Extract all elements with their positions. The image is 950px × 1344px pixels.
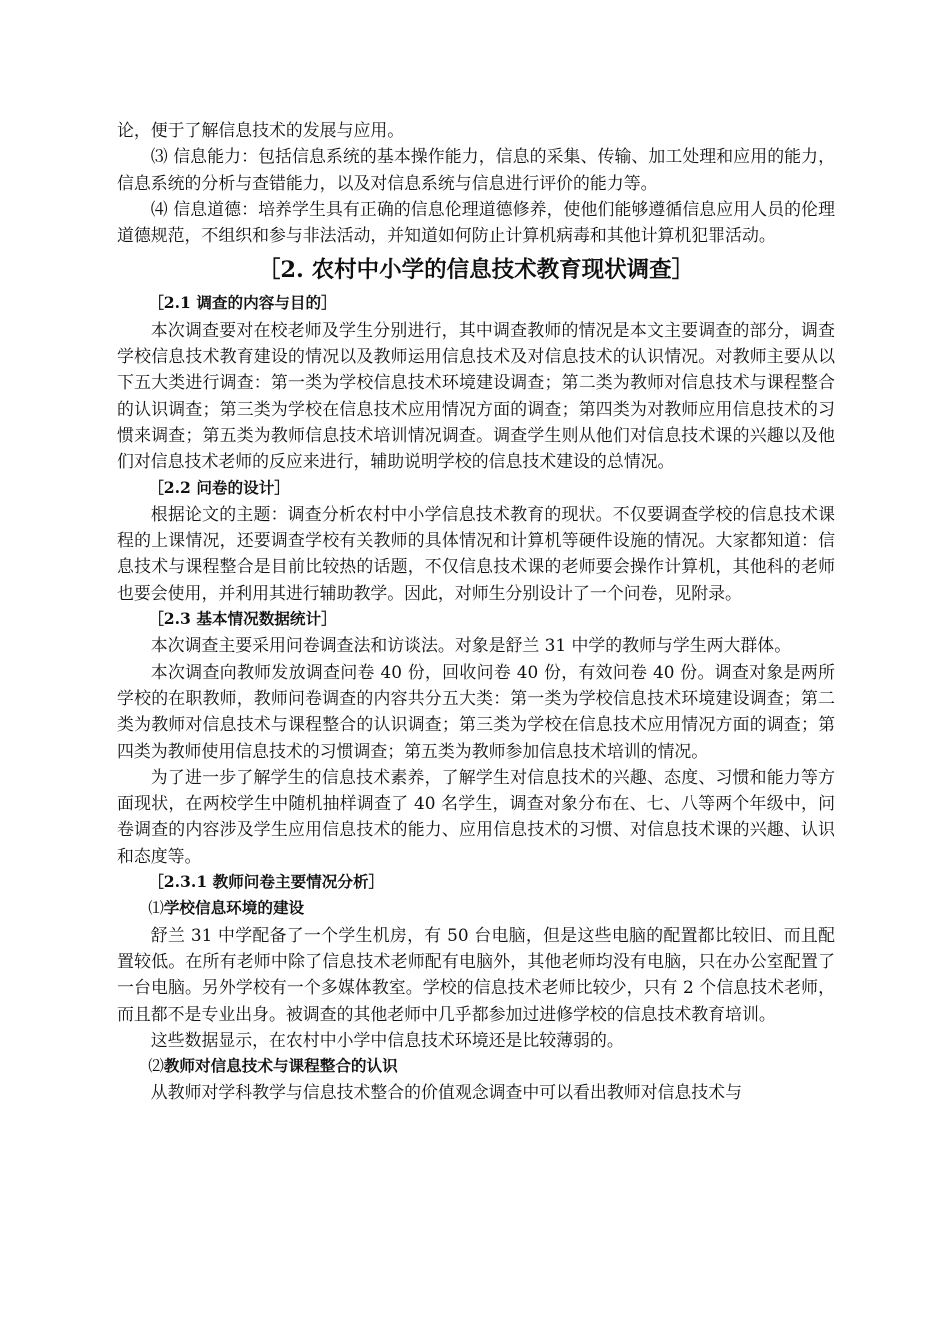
paragraph-teacher-survey: 本次调查向教师发放调查问卷 40 份，回收问卷 40 份，有效问卷 40 份。调查对象是两所学校的在职教师，教师问卷调查的内容共分五大类：第一类为学校信息技术环境建设调查；第二类为教师对信息技术与课程整合的认识调查；第三类为学校在信息技术应用情况方面的调查；第四类为教师使用信息技术的习惯调查；第五类为教师参加信息技术培训的情况。 bbox=[117, 661, 835, 761]
item-title: 教师对信息技术与课程整合的认识 bbox=[163, 1056, 398, 1076]
subsection-heading-2-3: ［2.3 基本情况数据统计］ bbox=[148, 609, 337, 629]
item-heading-2 bbox=[117, 1053, 835, 1079]
paragraph-info-ethics: ⑷ 信息道德：培养学生具有正确的信息伦理道德修养，使他们能够遵循信息应用人员的伦理道德规范，不组织和参与非法活动，并知道如何防止计算机病毒和其他计算机犯罪活动。 bbox=[117, 198, 835, 246]
paragraph-continuation: 论，便于了解信息技术的发展与应用。 bbox=[117, 120, 405, 140]
subsection-heading-2-2: ［2.2 问卷的设计］ bbox=[148, 477, 290, 497]
item-number: ⑴ bbox=[148, 899, 164, 918]
paragraph-school-environment: 舒兰 31 中学配备了一个学生机房，有 50 台电脑，但是这些电脑的配置都比较旧、而且配置较低。在所有老师中除了信息技术老师配有电脑外，其他老师均没有电脑，只在办公室配置了一台电脑。另外学校有一个多媒体教室。学校的信息技术老师比较少，只有 2 个信息技术老师，而且都不是专业出身。被调查的其他老师中几乎都参加过进修学校的信息技术教育培训。 bbox=[117, 924, 835, 1024]
paragraph-questionnaire-design: 根据论文的主题：调查分析农村中小学信息技术教育的现状。不仅要调查学校的信息技术课程的上课情况，还要调查学校有关教师的具体情况和计算机等硬件设施的情况。大家都知道：信息技术与课程整合是目前比较热的话题，不仅信息技术课的老师要会操作计算机，其他科的老师也要会使用，并利用其进行辅助教学。因此，对师生分别设计了一个问卷，见附录。 bbox=[117, 503, 835, 603]
paragraph-student-survey: 为了进一步了解学生的信息技术素养，了解学生对信息技术的兴趣、态度、习惯和能力等方面现状，在两校学生中随机抽样调查了 40 名学生，调查对象分布在、七、八等两个年级中，问卷调查的内容涉及学生应用信息技术的能力、应用信息技术的习惯、对信息技术课的兴趣、认识和态度等。 bbox=[117, 766, 835, 866]
section-heading-2: ［2. 农村中小学的信息技术教育现状调查］ bbox=[257, 257, 695, 284]
document-page bbox=[117, 117, 835, 1106]
item-number: ⑵ bbox=[148, 1057, 164, 1076]
paragraph-data-conclusion: 这些数据显示，在农村中小学中信息技术环境还是比较薄弱的。 bbox=[150, 1029, 624, 1050]
subsubsection-heading-2-3-1: ［2.3.1 教师问卷主要情况分析］ bbox=[148, 872, 385, 892]
paragraph-survey-method: 本次调查主要采用问卷调查法和访谈法。对象是舒兰 31 中学的教师与学生两大群体。 bbox=[150, 635, 792, 656]
paragraph-survey-content: 本次调查要对在校老师及学生分别进行，其中调查教师的情况是本文主要调查的部分，调查学校信息技术教育建设的情况以及教师运用信息技术及对信息技术的认识情况。对教师主要从以下五大类进行调查：第一类为学校信息技术环境建设调查；第二类为教师对信息技术与课程整合的认识调查；第三类为学校在信息技术应用情况方面的调查；第四类为对教师应用信息技术的习惯来调查；第五类为教师信息技术培训情况调查。调查学生则从他们对信息技术课的兴趣以及他们对信息技术老师的反应来进行，辅助说明学校的信息技术建设的总情况。 bbox=[117, 319, 835, 472]
item-title: 学校信息环境的建设 bbox=[163, 898, 305, 918]
paragraph-info-ability: ⑶ 信息能力：包括信息系统的基本操作能力，信息的采集、传输、加工处理和应用的能力，信息系统的分析与查错能力，以及对信息系统与信息进行评价的能力等。 bbox=[117, 146, 835, 193]
paragraph-teacher-perception: 从教师对学科教学与信息技术整合的价值观念调查中可以看出教师对信息技术与 bbox=[150, 1082, 742, 1103]
item-heading-1 bbox=[117, 895, 835, 921]
subsection-heading-2-1: ［2.1 调查的内容与目的］ bbox=[148, 293, 337, 313]
